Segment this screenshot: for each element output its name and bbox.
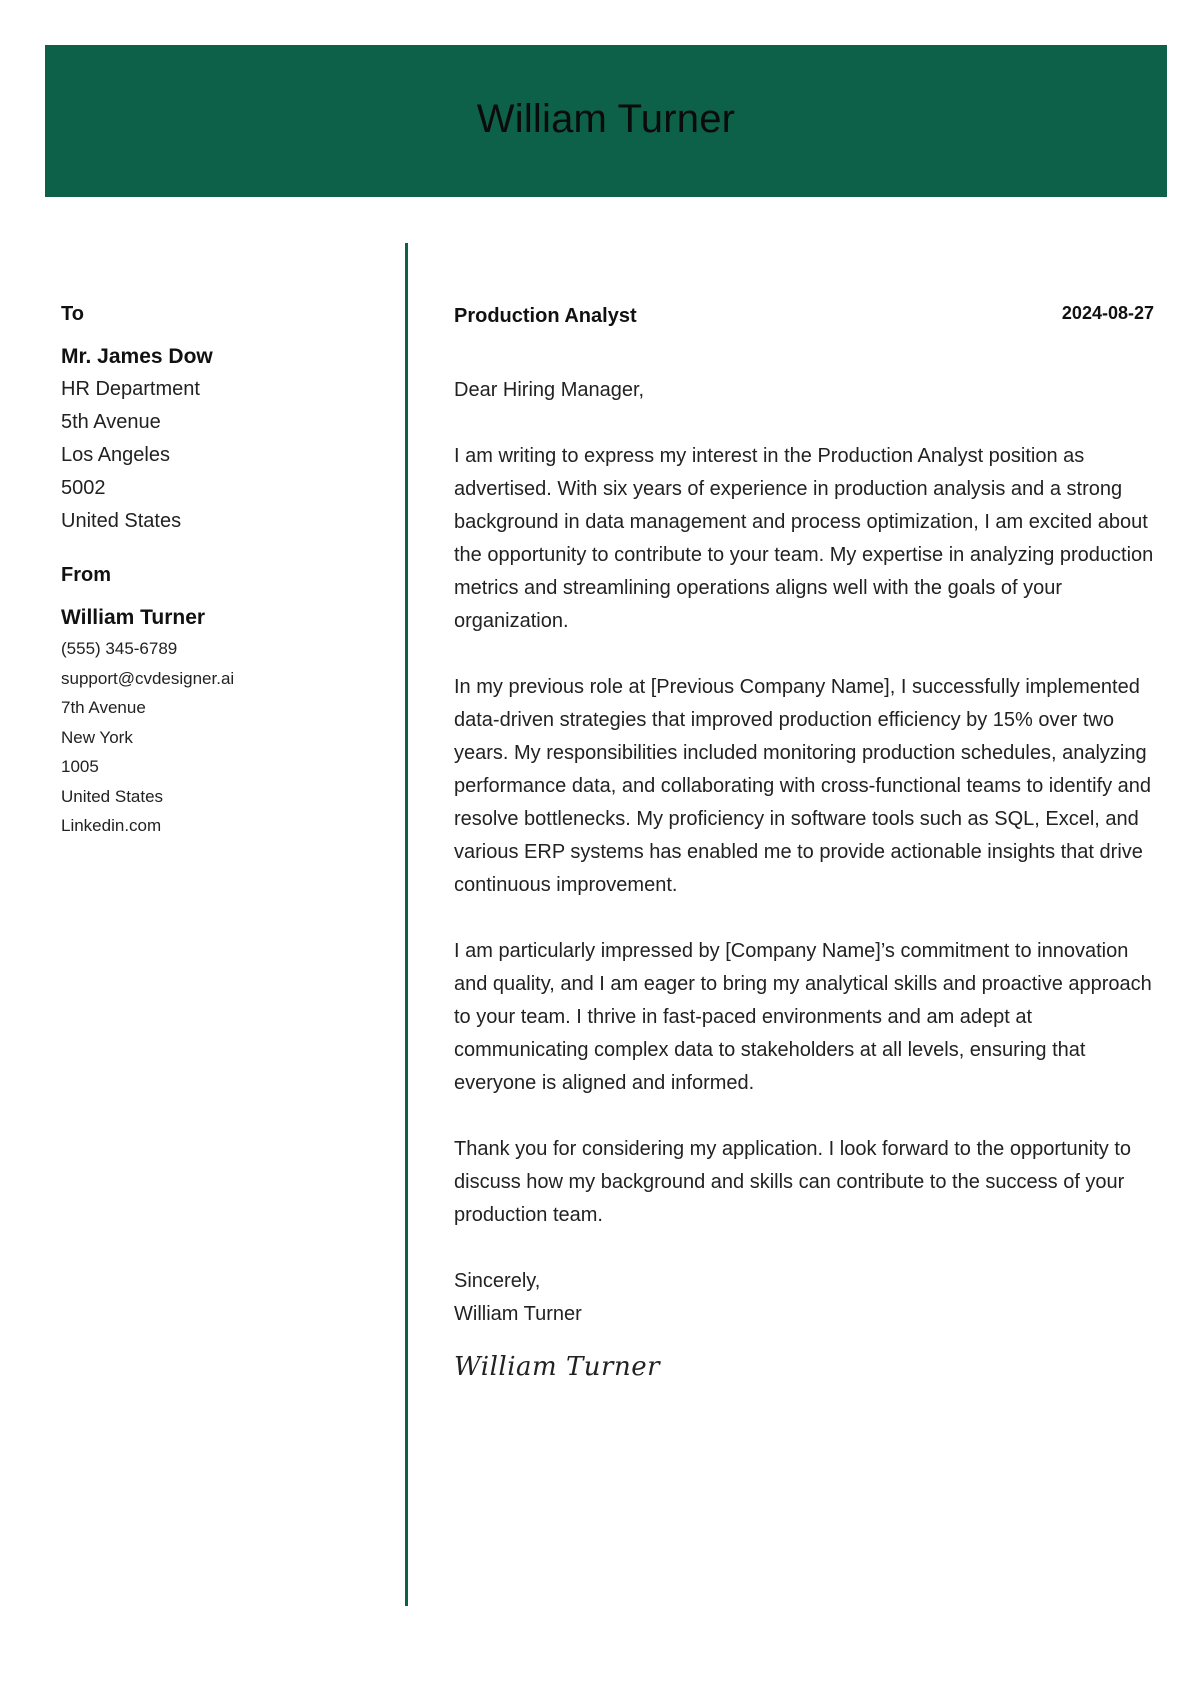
recipient-name: Mr. James Dow bbox=[61, 345, 213, 368]
recipient-city: Los Angeles bbox=[61, 444, 170, 466]
recipient-street: 5th Avenue bbox=[61, 411, 161, 433]
signer-name: William Turner bbox=[454, 1303, 582, 1325]
recipient-department: HR Department bbox=[61, 378, 200, 400]
header-name: William Turner bbox=[476, 96, 736, 141]
vertical-divider bbox=[405, 243, 408, 1606]
sender-country: United States bbox=[61, 786, 164, 806]
paragraph-4: Thank you for considering my application. I look forward to the opportunity to discuss how my background and skills can contribute to the success of your production team. bbox=[454, 1138, 1132, 1226]
sender-phone: (555) 345-6789 bbox=[61, 639, 178, 658]
paragraph-1: I am writing to express my interest in the Production Analyst position as advertised. With six years of experience in production analysis and a strong background in data management and process optimization, I am excited about the opportunity to contribute to your team. My expertise in analyzing production metrics and streamlining operations aligns well with the goals of your organization. bbox=[454, 445, 1154, 632]
letter-column bbox=[454, 303, 1154, 1384]
recipient-zip: 5002 bbox=[61, 477, 106, 499]
paragraph-2: In my previous role at [Previous Company Name], I successfully implemented data-driven strategies that improved production efficiency by 15% over two years. My responsibilities included monitoring production schedules, analyzing performance data, and collaborating with cross-functional teams to identify and resolve bottlenecks. My proficiency in software tools such as SQL, Excel, and various ERP systems has enabled me to provide actionable insights that drive continuous improvement. bbox=[454, 676, 1152, 896]
letter-date: 2024-08-27 bbox=[1061, 303, 1154, 323]
job-title: Production Analyst bbox=[454, 305, 637, 327]
greeting: Dear Hiring Manager, bbox=[454, 379, 645, 401]
closing: Sincerely, bbox=[454, 1270, 541, 1292]
header-banner bbox=[45, 45, 1167, 197]
from-label: From bbox=[61, 564, 111, 586]
letter-body bbox=[454, 374, 1154, 1384]
paragraph-3: I am particularly impressed by [Company Name]’s commitment to innovation and quality, and I am eager to bring my analytical skills and proactive approach to your team. I thrive in fast-paced environments and am adept at communicating complex data to stakeholders at all levels, ensuring that everyone is aligned and informed. bbox=[454, 940, 1152, 1094]
title-row bbox=[454, 303, 1154, 328]
address-column bbox=[61, 303, 381, 841]
sender-street: 7th Avenue bbox=[61, 698, 146, 717]
sender-linkedin: Linkedin.com bbox=[61, 816, 162, 835]
recipient-country: United States bbox=[61, 510, 182, 532]
sender-email: support@cvdesigner.ai bbox=[61, 668, 235, 688]
signature: William Turner bbox=[454, 1352, 661, 1382]
sender-name: William Turner bbox=[61, 606, 206, 629]
sender-zip: 1005 bbox=[61, 757, 99, 776]
sender-city: New York bbox=[61, 727, 133, 747]
to-label: To bbox=[61, 303, 84, 325]
